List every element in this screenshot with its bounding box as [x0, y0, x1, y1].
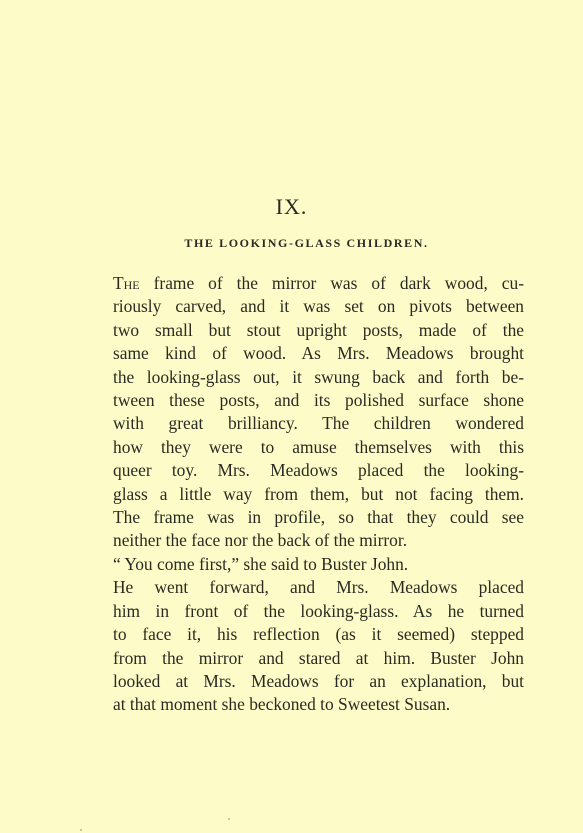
text-line: looked at Mrs. Meadows for an explanation, but	[113, 670, 524, 691]
text-line: “ You come first,” she said to Buster John.	[113, 553, 409, 574]
text-line: with great brilliancy. The children wondered	[113, 413, 524, 434]
text-line: The frame was in profile, so that they could see	[113, 507, 524, 528]
text-line: tween these posts, and its polished surface shone	[113, 390, 524, 411]
paper-speck	[228, 818, 230, 820]
paper-speck	[80, 829, 82, 831]
text-line: riously carved, and it was set on pivots between	[113, 296, 524, 317]
text-line: at that moment she beckoned to Sweetest Susan.	[113, 694, 451, 715]
chapter-number: IX.	[275, 194, 308, 219]
chapter-title: THE LOOKING-GLASS CHILDREN.	[184, 236, 429, 250]
text-line: to face it, his reflection (as it seemed) stepped	[113, 624, 524, 645]
text-line-content: frame of the mirror was of dark wood, cu-	[139, 273, 524, 293]
chapter-body	[90, 272, 524, 717]
text-line: from the mirror and stared at him. Buster John	[113, 647, 524, 668]
text-line	[90, 272, 524, 295]
text-line: glass a little way from them, but not facing them.	[113, 483, 524, 504]
text-line: two small but stout upright posts, made of the	[113, 319, 524, 340]
text-line: He went forward, and Mrs. Meadows placed	[113, 577, 524, 598]
paragraph-3	[90, 576, 524, 716]
text-line: same kind of wood. As Mrs. Meadows brought	[113, 343, 524, 364]
text-line: the looking-glass out, it swung back and forth be-	[113, 366, 524, 387]
drop-lead-word: The	[113, 273, 140, 293]
text-line: him in front of the looking-glass. As he turned	[113, 600, 524, 621]
text-line: neither the face nor the back of the mirror.	[113, 530, 408, 551]
paragraph-2	[90, 553, 524, 576]
text-line: queer toy. Mrs. Meadows placed the looking-	[113, 460, 524, 481]
text-line: how they were to amuse themselves with this	[113, 436, 524, 457]
paragraph-1	[90, 272, 524, 553]
